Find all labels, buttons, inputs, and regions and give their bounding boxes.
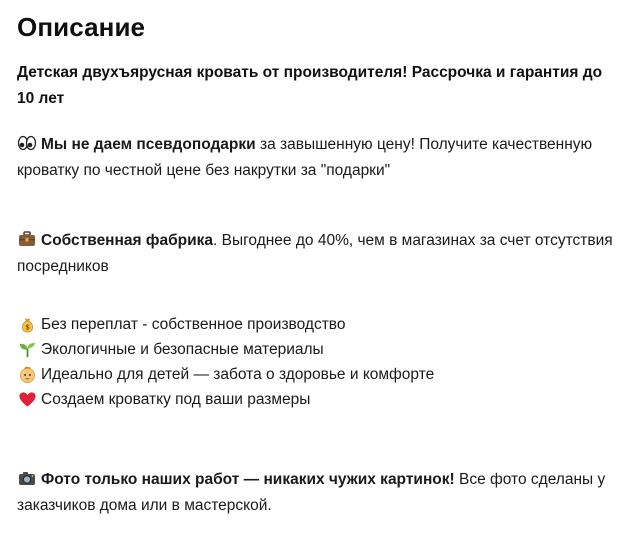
list-item-text: Создаем кроватку под ваши размеры (41, 390, 311, 408)
own-factory-bold: Собственная фабрика (41, 232, 214, 249)
list-item (17, 337, 617, 362)
money-bag-icon (17, 315, 37, 335)
list-item-text: Экологичные и безопасные материалы (41, 340, 324, 358)
own-photos-text: Все фото сделаны у заказчиков дома или в мастерской. (17, 471, 606, 514)
briefcase-icon (17, 229, 37, 249)
no-fake-gifts-paragraph (17, 132, 617, 184)
own-factory-paragraph (17, 228, 617, 280)
own-photos-bold: Фото только наших работ — никаких чужих картинок! (41, 471, 455, 488)
benefits-list (17, 312, 617, 412)
baby-icon (17, 365, 37, 385)
no-fake-gifts-bold: Мы не даем псевдоподарки (41, 136, 256, 153)
heart-icon (17, 390, 37, 410)
own-factory-text: . Выгоднее до 40%, чем в магазинах за счет отсутствия посредников (17, 232, 613, 275)
camera-icon (17, 468, 37, 488)
own-photos-paragraph (17, 467, 617, 519)
list-item-text: Идеально для детей — забота о здоровье и комфорте (41, 365, 435, 383)
no-fake-gifts-text: за завышенную цену! Получите качественную кроватку по честной цене без накрутки за "подарки" (17, 136, 593, 179)
list-item (17, 312, 617, 337)
seedling-icon (17, 340, 37, 360)
section-title: Описание (17, 12, 146, 42)
list-item (17, 387, 617, 412)
product-headline: Детская двухъярусная кровать от производителя! Рассрочка и гарантия до 10 лет (17, 64, 603, 107)
eyes-icon (17, 133, 37, 153)
list-item (17, 362, 617, 387)
list-item-text: Без переплат - собственное производство (41, 315, 346, 333)
svg-text:$: $ (24, 323, 30, 332)
